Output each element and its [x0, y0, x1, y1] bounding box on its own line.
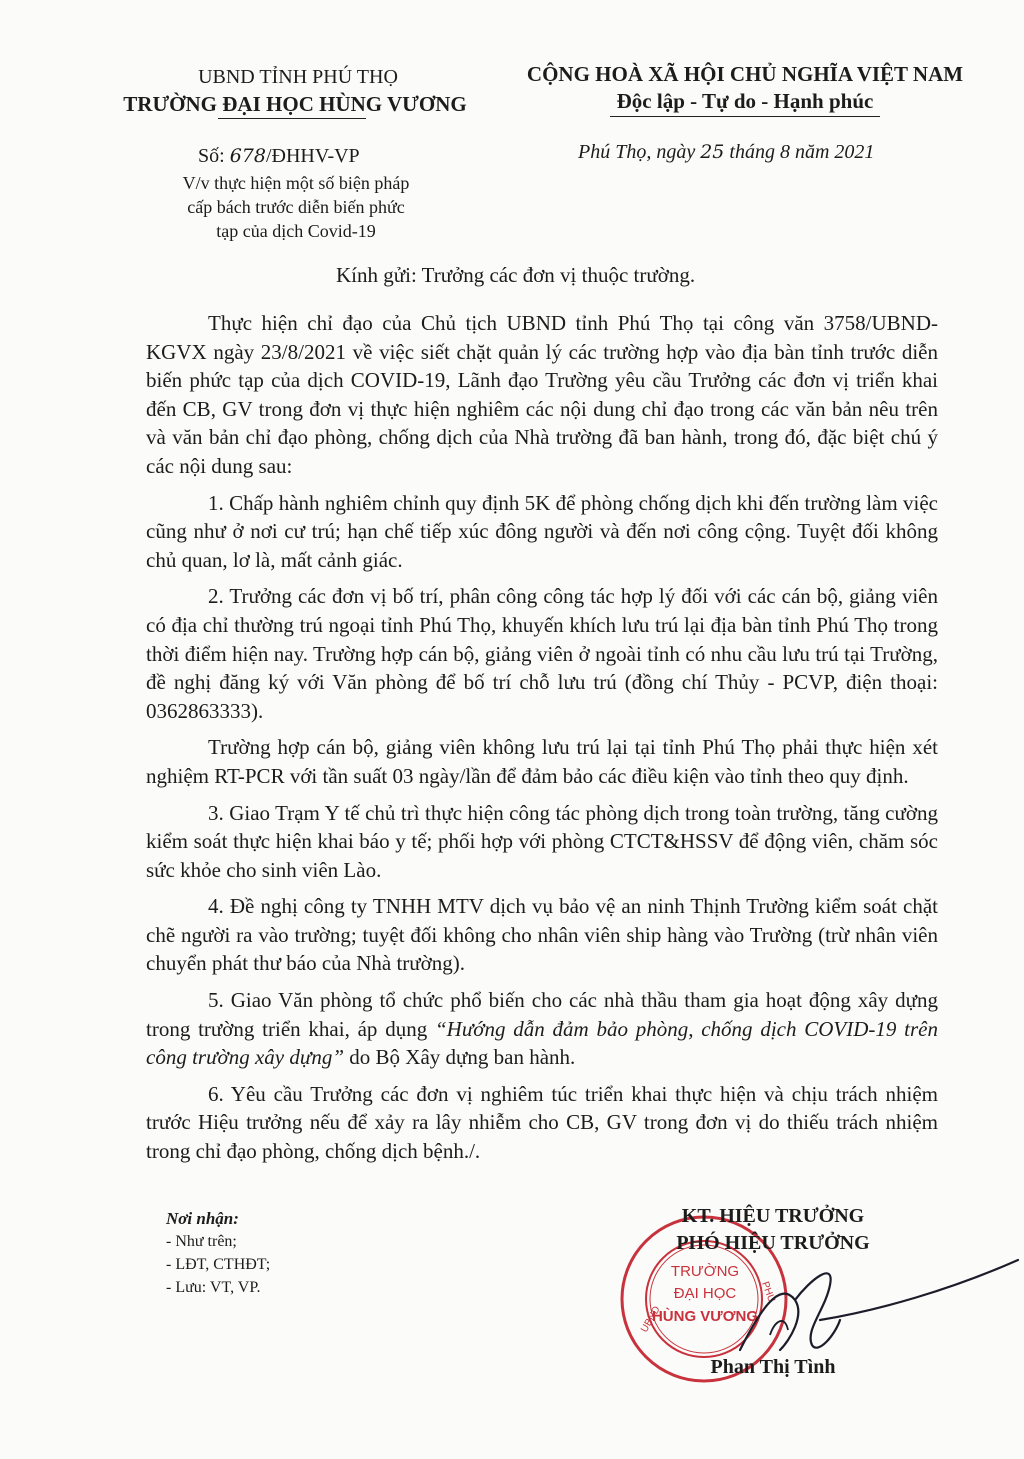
handwritten-signature [700, 1240, 1020, 1370]
subject-line: cấp bách trước diễn biến phức [187, 197, 405, 217]
docno-value: 678 [229, 145, 266, 167]
body-paragraph: 4. Đề nghị công ty TNHH MTV dịch vụ bảo vệ an ninh Thịnh Trường kiểm soát chặt chẽ người ra vào trường; tuyệt đối không cho nhân viên ship hàng vào Trường (trừ nhân viên chuyển phát thư báo của Nhà trường). [146, 894, 938, 976]
p7-italic-title: “Hướng dẫn đảm bảo phòng, chống dịch COVID-19 trên công trường xây dựng” [146, 1016, 938, 1070]
receivers-block [166, 1207, 270, 1299]
p7-text: 5. Giao Văn phòng tổ chức phổ biến cho các nhà thầu tham gia hoạt động xây dựng trong trường triển khai, áp dụng [146, 988, 938, 1041]
signer-name: Phan Thị Tình [710, 1356, 836, 1378]
nation-heading: CỘNG HOÀ XÃ HỘI CHỦ NGHĨA VIỆT NAM [526, 62, 964, 86]
svg-text:PHÚ: PHÚ [759, 1280, 777, 1304]
subject-line: tạp của dịch Covid-19 [216, 221, 376, 241]
date-prefix: Phú Thọ, ngày [578, 141, 701, 163]
docno-suffix: /ĐHHV-VP [265, 145, 360, 167]
seal-text: HÙNG VƯƠNG [651, 1308, 759, 1325]
seal-text: ĐẠI HỌC [673, 1285, 737, 1302]
date-line [578, 141, 874, 164]
svg-text:UBND: UBND [639, 1304, 663, 1335]
p7-text-end: do Bộ Xây dựng ban hành. [344, 1045, 576, 1070]
body-paragraph: Thực hiện chỉ đạo của Chủ tịch UBND tỉnh Phú Thọ tại công văn 3758/UBND-KGVX ngày 23/8/2021 về việc siết chặt quản lý các trường hợp vào địa bàn tỉnh trước diễn biến phức tạp của dịch COVID-19, Lãnh đạo Trường yêu cầu Trưởng các đơn vị triển khai đến CB, GV trong đơn vị thực hiện nghiêm các nội dung chỉ đạo trong các văn bản nêu trên và văn bản chỉ đạo phòng, chống dịch của Nhà trường đã ban hành, trong đó, đặc biệt chú ý các nội dung sau: [146, 311, 938, 478]
org-underline [218, 118, 366, 119]
document-subject [156, 171, 436, 243]
seal-text: TRƯỜNG [670, 1263, 740, 1280]
signature-title: KT. HIỆU TRƯỞNG [681, 1205, 865, 1227]
receiver-item: - Lưu: VT, VP. [166, 1279, 261, 1296]
docno-prefix: Số: [198, 145, 230, 167]
date-suffix: tháng 8 năm 2021 [724, 141, 875, 163]
receiver-item: - LĐT, CTHĐT; [166, 1256, 271, 1273]
body-paragraph: 1. Chấp hành nghiêm chỉnh quy định 5K để phòng chống dịch khi đến trường làm việc cũng như ở nơi cư trú; hạn chế tiếp xúc đông người và đến nơi công cộng. Tuyệt đối không chủ quan, lơ là, mất cảnh giác. [146, 490, 938, 572]
document-number [198, 145, 360, 168]
motto-underline [610, 116, 880, 117]
document-body [146, 309, 938, 1166]
subject-line: V/v thực hiện một số biện pháp [182, 173, 410, 193]
body-paragraph: Trường hợp cán bộ, giảng viên không lưu trú lại tại tỉnh Phú Thọ phải thực hiện xét nghiệm RT-PCR với tần suất 03 ngày/lần để đảm bảo các điều kiện vào tỉnh theo quy định. [146, 735, 938, 788]
body-paragraph: 6. Yêu cầu Trưởng các đơn vị nghiêm túc triển khai thực hiện và chịu trách nhiệm trước Hiệu trưởng nếu để xảy ra lây nhiễm cho CB, GV trong đơn vị do thiếu trách nhiệm trong chỉ đạo phòng, chống dịch bệnh./. [146, 1081, 938, 1164]
signature-subtitle: PHÓ HIỆU TRƯỞNG [676, 1232, 870, 1254]
date-day: 25 [700, 141, 725, 163]
motto: Độc lập - Tự do - Hạnh phúc [616, 89, 874, 113]
org-name: TRƯỜNG ĐẠI HỌC HÙNG VƯƠNG [123, 92, 467, 116]
body-paragraph: 2. Trưởng các đơn vị bố trí, phân công công tác hợp lý đối với các cán bộ, giảng viên có địa chỉ thường trú ngoại tỉnh Phú Thọ, khuyến khích lưu trú lại địa bàn tỉnh Phú Thọ trong thời điểm hiện nay. Trường hợp cán bộ, giảng viên ở ngoài tỉnh có nhu cầu lưu trú tại Trường, đề nghị đăng ký với Văn phòng để bố trí chỗ lưu trú (đồng chí Thủy - PCVP, điện thoại: 0362863333). [146, 584, 938, 723]
receiver-item: - Như trên; [166, 1233, 237, 1250]
body-paragraph [146, 986, 938, 1072]
org-parent: UBND TỈNH PHÚ THỌ [198, 66, 398, 88]
recipient-line: Kính gửi: Trưởng các đơn vị thuộc trường. [336, 263, 696, 287]
receivers-title: Nơi nhận: [166, 1209, 239, 1228]
body-paragraph: 3. Giao Trạm Y tế chủ trì thực hiện công tác phòng dịch trong toàn trường, tăng cường kiểm soát thực hiện khai báo y tế; phối hợp với phòng CTCT&HSSV để động viên, chăm sóc sức khỏe cho sinh viên Lào. [146, 800, 938, 882]
